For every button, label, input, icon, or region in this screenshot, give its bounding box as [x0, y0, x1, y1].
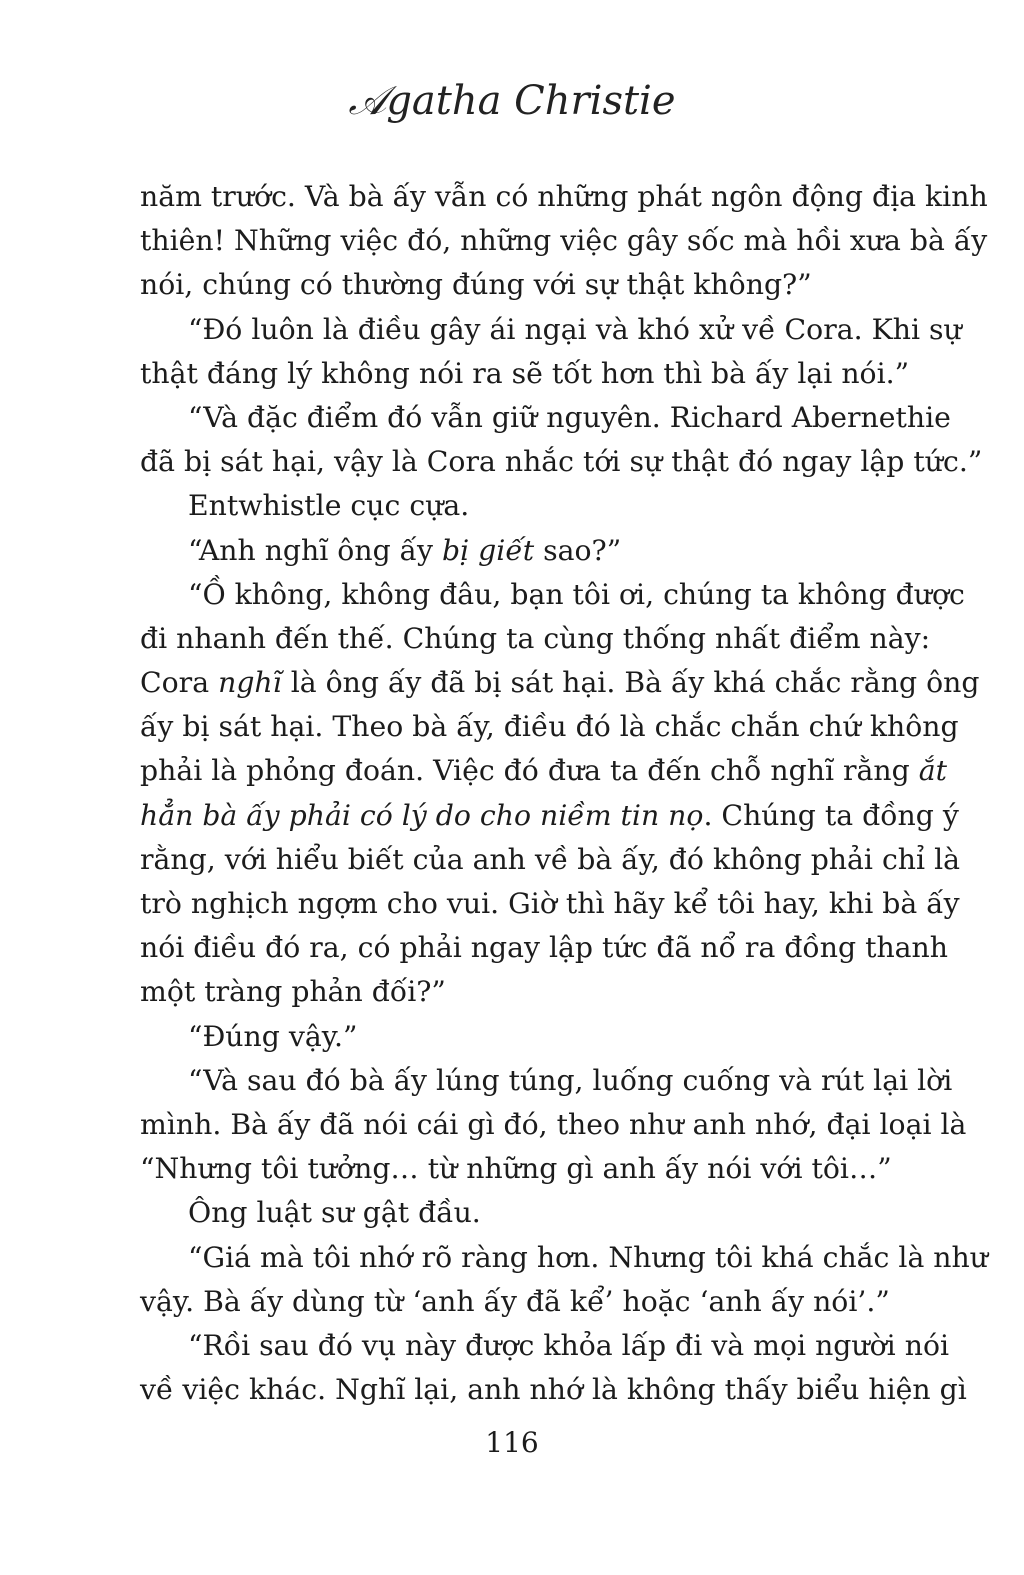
text-line: thật đáng lý không nói ra sẽ tốt hơn thì bà ấy lại nói.” [140, 356, 910, 390]
body-text [140, 175, 988, 1412]
text-line: vậy. Bà ấy dùng từ ‘anh ấy đã kể’ hoặc ‘anh ấy nói’.” [140, 1284, 890, 1318]
text-line: nói, chúng có thường đúng với sự thật không?” [140, 268, 812, 302]
text-line: rằng, với hiểu biết của anh về bà ấy, đó không phải chỉ là [140, 842, 960, 876]
text-line: mình. Bà ấy đã nói cái gì đó, theo như anh nhớ, đại loại là [140, 1107, 967, 1141]
text-line: “Và đặc điểm đó vẫn giữ nguyên. Richard Abernethie [188, 400, 951, 434]
svg-text:𝒜gatha Christie: 𝒜gatha Christie [348, 78, 676, 124]
text-line: về việc khác. Nghĩ lại, anh nhớ là không thấy biểu hiện gì [140, 1373, 967, 1407]
author-logo [0, 70, 1024, 130]
page-number: 116 [485, 1426, 539, 1459]
text-line: đã bị sát hại, vậy là Cora nhắc tới sự thật đó ngay lập tức.” [140, 445, 983, 479]
text-line: thiên! Những việc đó, những việc gây sốc mà hồi xưa bà ấy [140, 224, 988, 258]
text-line: “Giá mà tôi nhớ rõ ràng hơn. Nhưng tôi khá chắc là như [188, 1240, 988, 1274]
text-line: “Nhưng tôi tưởng… từ những gì anh ấy nói với tôi…” [140, 1152, 892, 1186]
text-line: năm trước. Và bà ấy vẫn có những phát ngôn động địa kinh [140, 180, 988, 213]
text-line: Ông luật sư gật đầu. [188, 1196, 481, 1230]
text-line: “Đúng vậy.” [188, 1019, 358, 1053]
text-line: một tràng phản đối?” [140, 975, 446, 1009]
author-signature [348, 70, 676, 130]
text-line: “Anh nghĩ ông ấy bị giết sao?” [188, 533, 622, 567]
text-line: “Rồi sau đó vụ này được khỏa lấp đi và mọi người nói [188, 1328, 950, 1362]
text-line: phải là phỏng đoán. Việc đó đưa ta đến chỗ nghĩ rằng ắt [140, 754, 947, 788]
text-line: “Đó luôn là điều gây ái ngại và khó xử về Cora. Khi sự [188, 312, 962, 346]
text-line: nói điều đó ra, có phải ngay lập tức đã nổ ra đồng thanh [140, 931, 948, 965]
text-line: “Và sau đó bà ấy lúng túng, luống cuống và rút lại lời [188, 1063, 953, 1097]
text-line: trò nghịch ngợm cho vui. Giờ thì hãy kể tôi hay, khi bà ấy [140, 887, 960, 920]
text-line: Entwhistle cục cựa. [188, 489, 470, 523]
text-line: Cora nghĩ là ông ấy đã bị sát hại. Bà ấy khá chắc rằng ông [140, 666, 980, 700]
text-line: “Ồ không, không đâu, bạn tôi ơi, chúng ta không được [188, 577, 965, 611]
text-line: hẳn bà ấy phải có lý do cho niềm tin nọ. Chúng ta đồng ý [140, 798, 959, 832]
text-line: đi nhanh đến thế. Chúng ta cùng thống nhất điểm này: [140, 621, 931, 655]
text-line: ấy bị sát hại. Theo bà ấy, điều đó là chắc chắn chứ không [140, 710, 959, 744]
